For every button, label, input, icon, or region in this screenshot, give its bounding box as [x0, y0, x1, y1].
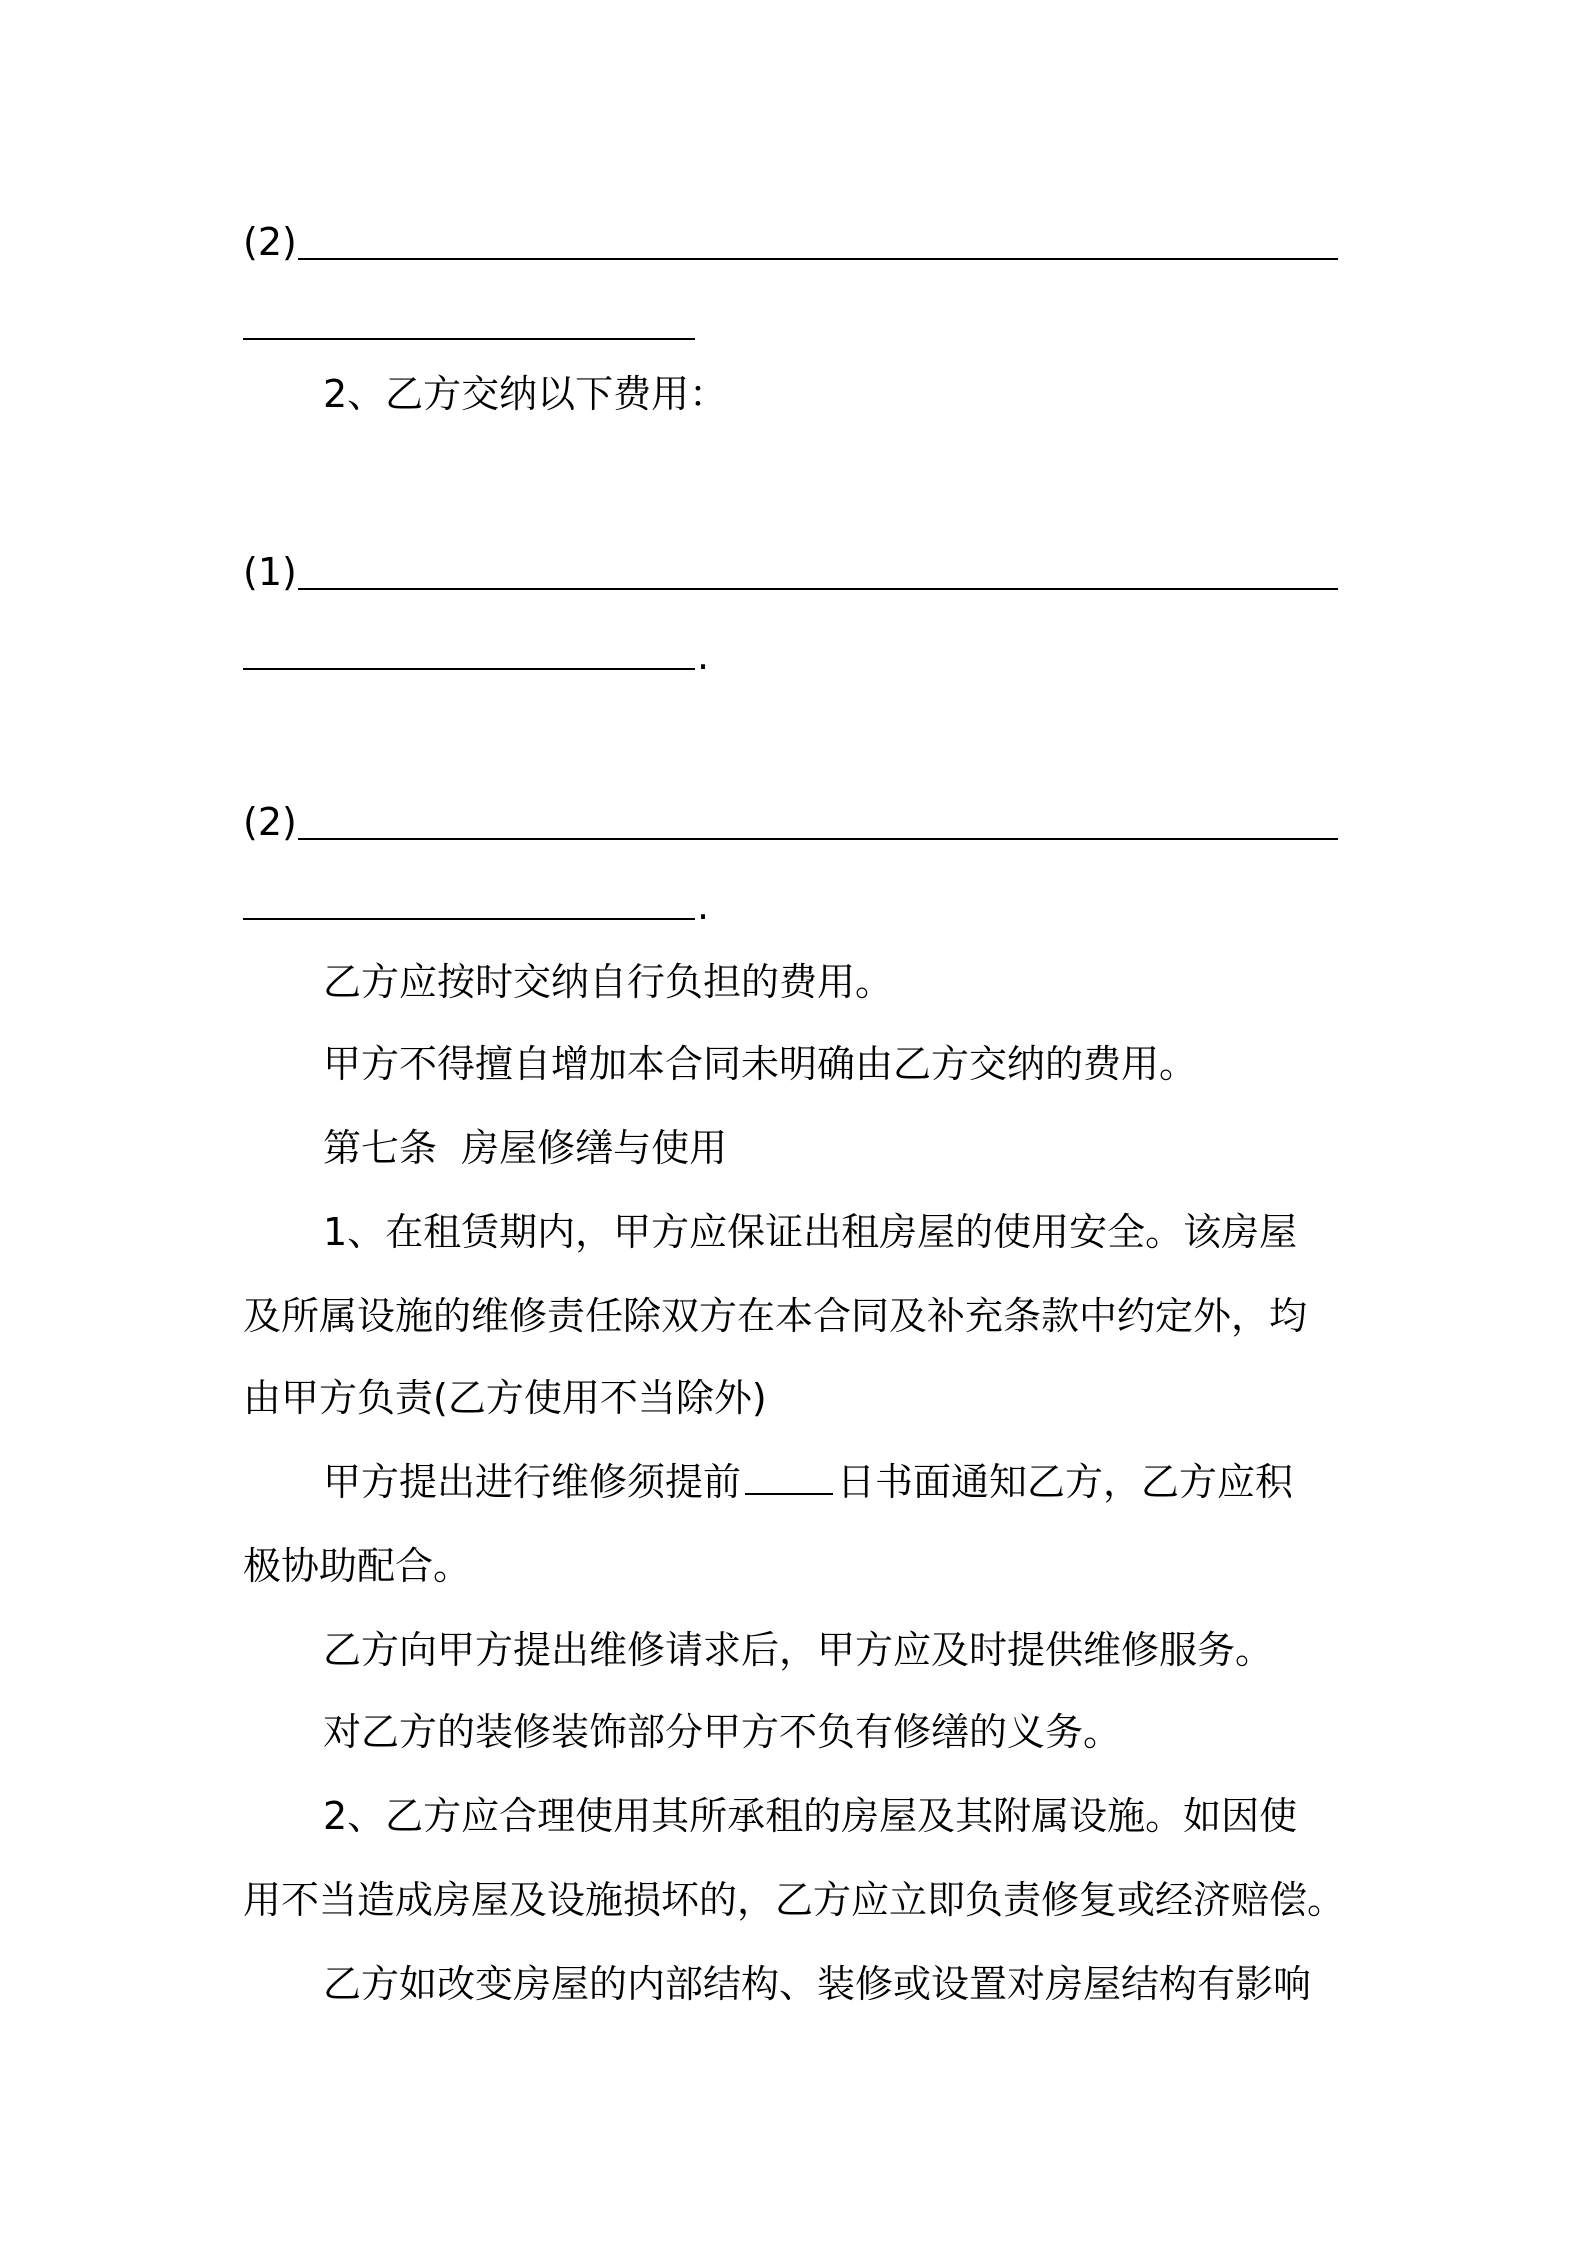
article-seven-title: 第七条 房屋修缮与使用	[323, 1126, 728, 1170]
paragraph-proper-use-line-2: 用不当造成房屋及设施损坏的，乙方应立即负责修复或经济赔偿。	[243, 1878, 1346, 1922]
days-blank	[745, 1461, 833, 1495]
period: .	[697, 884, 710, 928]
paragraph-repair-line-3: 由甲方负责(乙方使用不当除外)	[243, 1376, 767, 1420]
item-2-label: (2)	[243, 220, 297, 264]
paragraph-repair-line-2: 及所属设施的维修责任除双方在本合同及补充条款中约定外，均	[243, 1294, 1308, 1338]
notice-text-after-blank: 日书面通知乙方，乙方应积	[837, 1460, 1294, 1504]
paragraph-decoration: 对乙方的装修装饰部分甲方不负有修缮的义务。	[323, 1710, 1122, 1754]
item-2-label-second: (2)	[243, 800, 297, 844]
fill-in-blank-continuation	[243, 338, 695, 340]
paragraph-repair-line-1: 1、在租赁期内，甲方应保证出租房屋的使用安全。该房屋	[323, 1210, 1298, 1254]
fill-in-blank	[298, 588, 1338, 590]
paragraph-repair-request: 乙方向甲方提出维修请求后，甲方应及时提供维修服务。	[323, 1628, 1274, 1672]
fill-in-blank	[298, 838, 1338, 840]
paragraph-structure-change: 乙方如改变房屋的内部结构、装修或设置对房屋结构有影响	[323, 1962, 1312, 2006]
period: .	[697, 634, 710, 678]
notice-text-before-blank: 甲方提出进行维修须提前	[323, 1460, 742, 1504]
paragraph-notice-line-1	[323, 1458, 1363, 1506]
fill-in-blank-continuation	[243, 668, 695, 670]
fill-in-blank-continuation	[243, 918, 695, 920]
section-heading-fees: 2、乙方交纳以下费用：	[323, 372, 728, 416]
paragraph-notice-line-2: 极协助配合。	[243, 1544, 472, 1588]
fill-in-blank	[298, 258, 1338, 260]
paragraph-proper-use-line-1: 2、乙方应合理使用其所承租的房屋及其附属设施。如因使	[323, 1794, 1298, 1838]
item-1-label: (1)	[243, 550, 297, 594]
paragraph-pay-on-time: 乙方应按时交纳自行负担的费用。	[323, 960, 894, 1004]
paragraph-no-extra-fees: 甲方不得擅自增加本合同未明确由乙方交纳的费用。	[323, 1042, 1198, 1086]
